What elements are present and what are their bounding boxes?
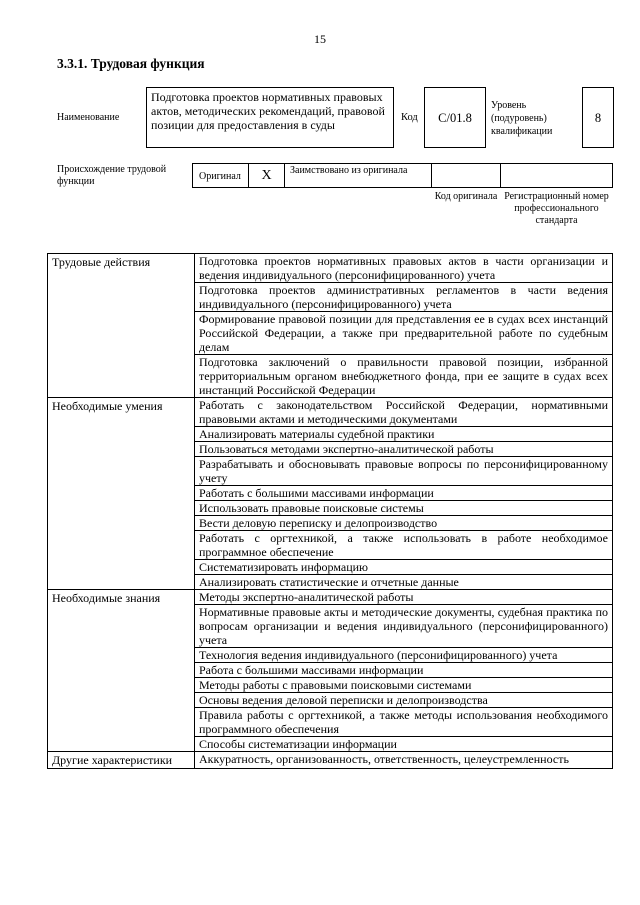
section-item: Методы работы с правовыми поисковыми системами	[195, 678, 613, 693]
name-label: Наименование	[57, 112, 120, 123]
section-item: Анализировать материалы судебной практики	[195, 427, 613, 442]
table-row	[48, 590, 613, 605]
origin-mark-cell: X	[248, 163, 285, 188]
section-category: Необходимые умения	[48, 398, 195, 590]
section-item: Работа с большими массивами информации	[195, 663, 613, 678]
section-item: Технология ведения индивидуального (персонифицированного) учета	[195, 648, 613, 663]
section-item: Нормативные правовые акты и методические документы, судебная практика по вопросам организации и ведения индивидуального (персонифицированного) учета	[195, 605, 613, 648]
table-row	[48, 752, 613, 769]
code-original-label: Код оригинала	[434, 191, 498, 202]
section-item: Основы ведения деловой переписки и делопроизводства	[195, 693, 613, 708]
section-item: Работать с оргтехникой, а также использовать в работе необходимое программное обеспечение	[195, 531, 613, 560]
origin-borrowed-cell: Заимствовано из оригинала	[284, 163, 432, 188]
level-label: Уровень (подуровень) квалификации	[491, 100, 553, 137]
origin-reg-cell	[500, 163, 613, 188]
section-item: Разрабатывать и обосновывать правовые вопросы по персонифицированному учету	[195, 457, 613, 486]
section-item: Работать с большими массивами информации	[195, 486, 613, 501]
section-item: Пользоваться методами экспертно-аналитической работы	[195, 442, 613, 457]
level-value-box: 8	[582, 87, 614, 148]
section-item: Работать с законодательством Российской Федерации, нормативными правовыми актами и методическими документами	[195, 398, 613, 427]
section-title: 3.3.1. Трудовая функция	[57, 56, 205, 71]
section-item: Вести деловую переписку и делопроизводство	[195, 516, 613, 531]
section-item: Систематизировать информацию	[195, 560, 613, 575]
section-item: Способы систематизации информации	[195, 737, 613, 752]
function-name-box: Подготовка проектов нормативных правовых актов, методических рекомендаций, правовой позиции для предоставления в суды	[146, 87, 394, 148]
section-item: Подготовка проектов административных регламентов в части ведения индивидуального (персонифицированного) учета	[195, 283, 613, 312]
section-item: Аккуратность, организованность, ответственность, целеустремленность	[195, 752, 613, 769]
section-category: Трудовые действия	[48, 254, 195, 398]
origin-row	[192, 163, 613, 188]
section-item: Подготовка заключений о правильности правовой позиции, избранной территориальным органом внебюджетного фонда, при ее защите в судах всех инстанций Российской Федерации	[195, 355, 613, 398]
section-category: Необходимые знания	[48, 590, 195, 752]
section-item: Использовать правовые поисковые системы	[195, 501, 613, 516]
section-item: Методы экспертно-аналитической работы	[195, 590, 613, 605]
origin-original-cell: Оригинал	[192, 163, 249, 188]
origin-label: Происхождение трудовой функции	[57, 164, 167, 187]
code-value-box: C/01.8	[424, 87, 486, 148]
section-item: Подготовка проектов нормативных правовых актов в части организации и ведения индивидуального (персонифицированного) учета	[195, 254, 613, 283]
table-row	[48, 254, 613, 283]
page-number: 15	[314, 32, 326, 46]
reg-number-label: Регистрационный номер профессионального стандарта	[504, 191, 609, 226]
code-label: Код	[401, 112, 418, 123]
section-item: Анализировать статистические и отчетные данные	[195, 575, 613, 590]
origin-code-cell	[431, 163, 501, 188]
function-table	[47, 253, 613, 769]
section-category: Другие характеристики	[48, 752, 195, 769]
table-row	[48, 398, 613, 427]
section-item: Формирование правовой позиции для представления ее в судах всех инстанций Российской Федерации, а также при предварительной работе по судебным делам	[195, 312, 613, 355]
section-item: Правила работы с оргтехникой, а также методы использования необходимого программного обеспечения	[195, 708, 613, 737]
